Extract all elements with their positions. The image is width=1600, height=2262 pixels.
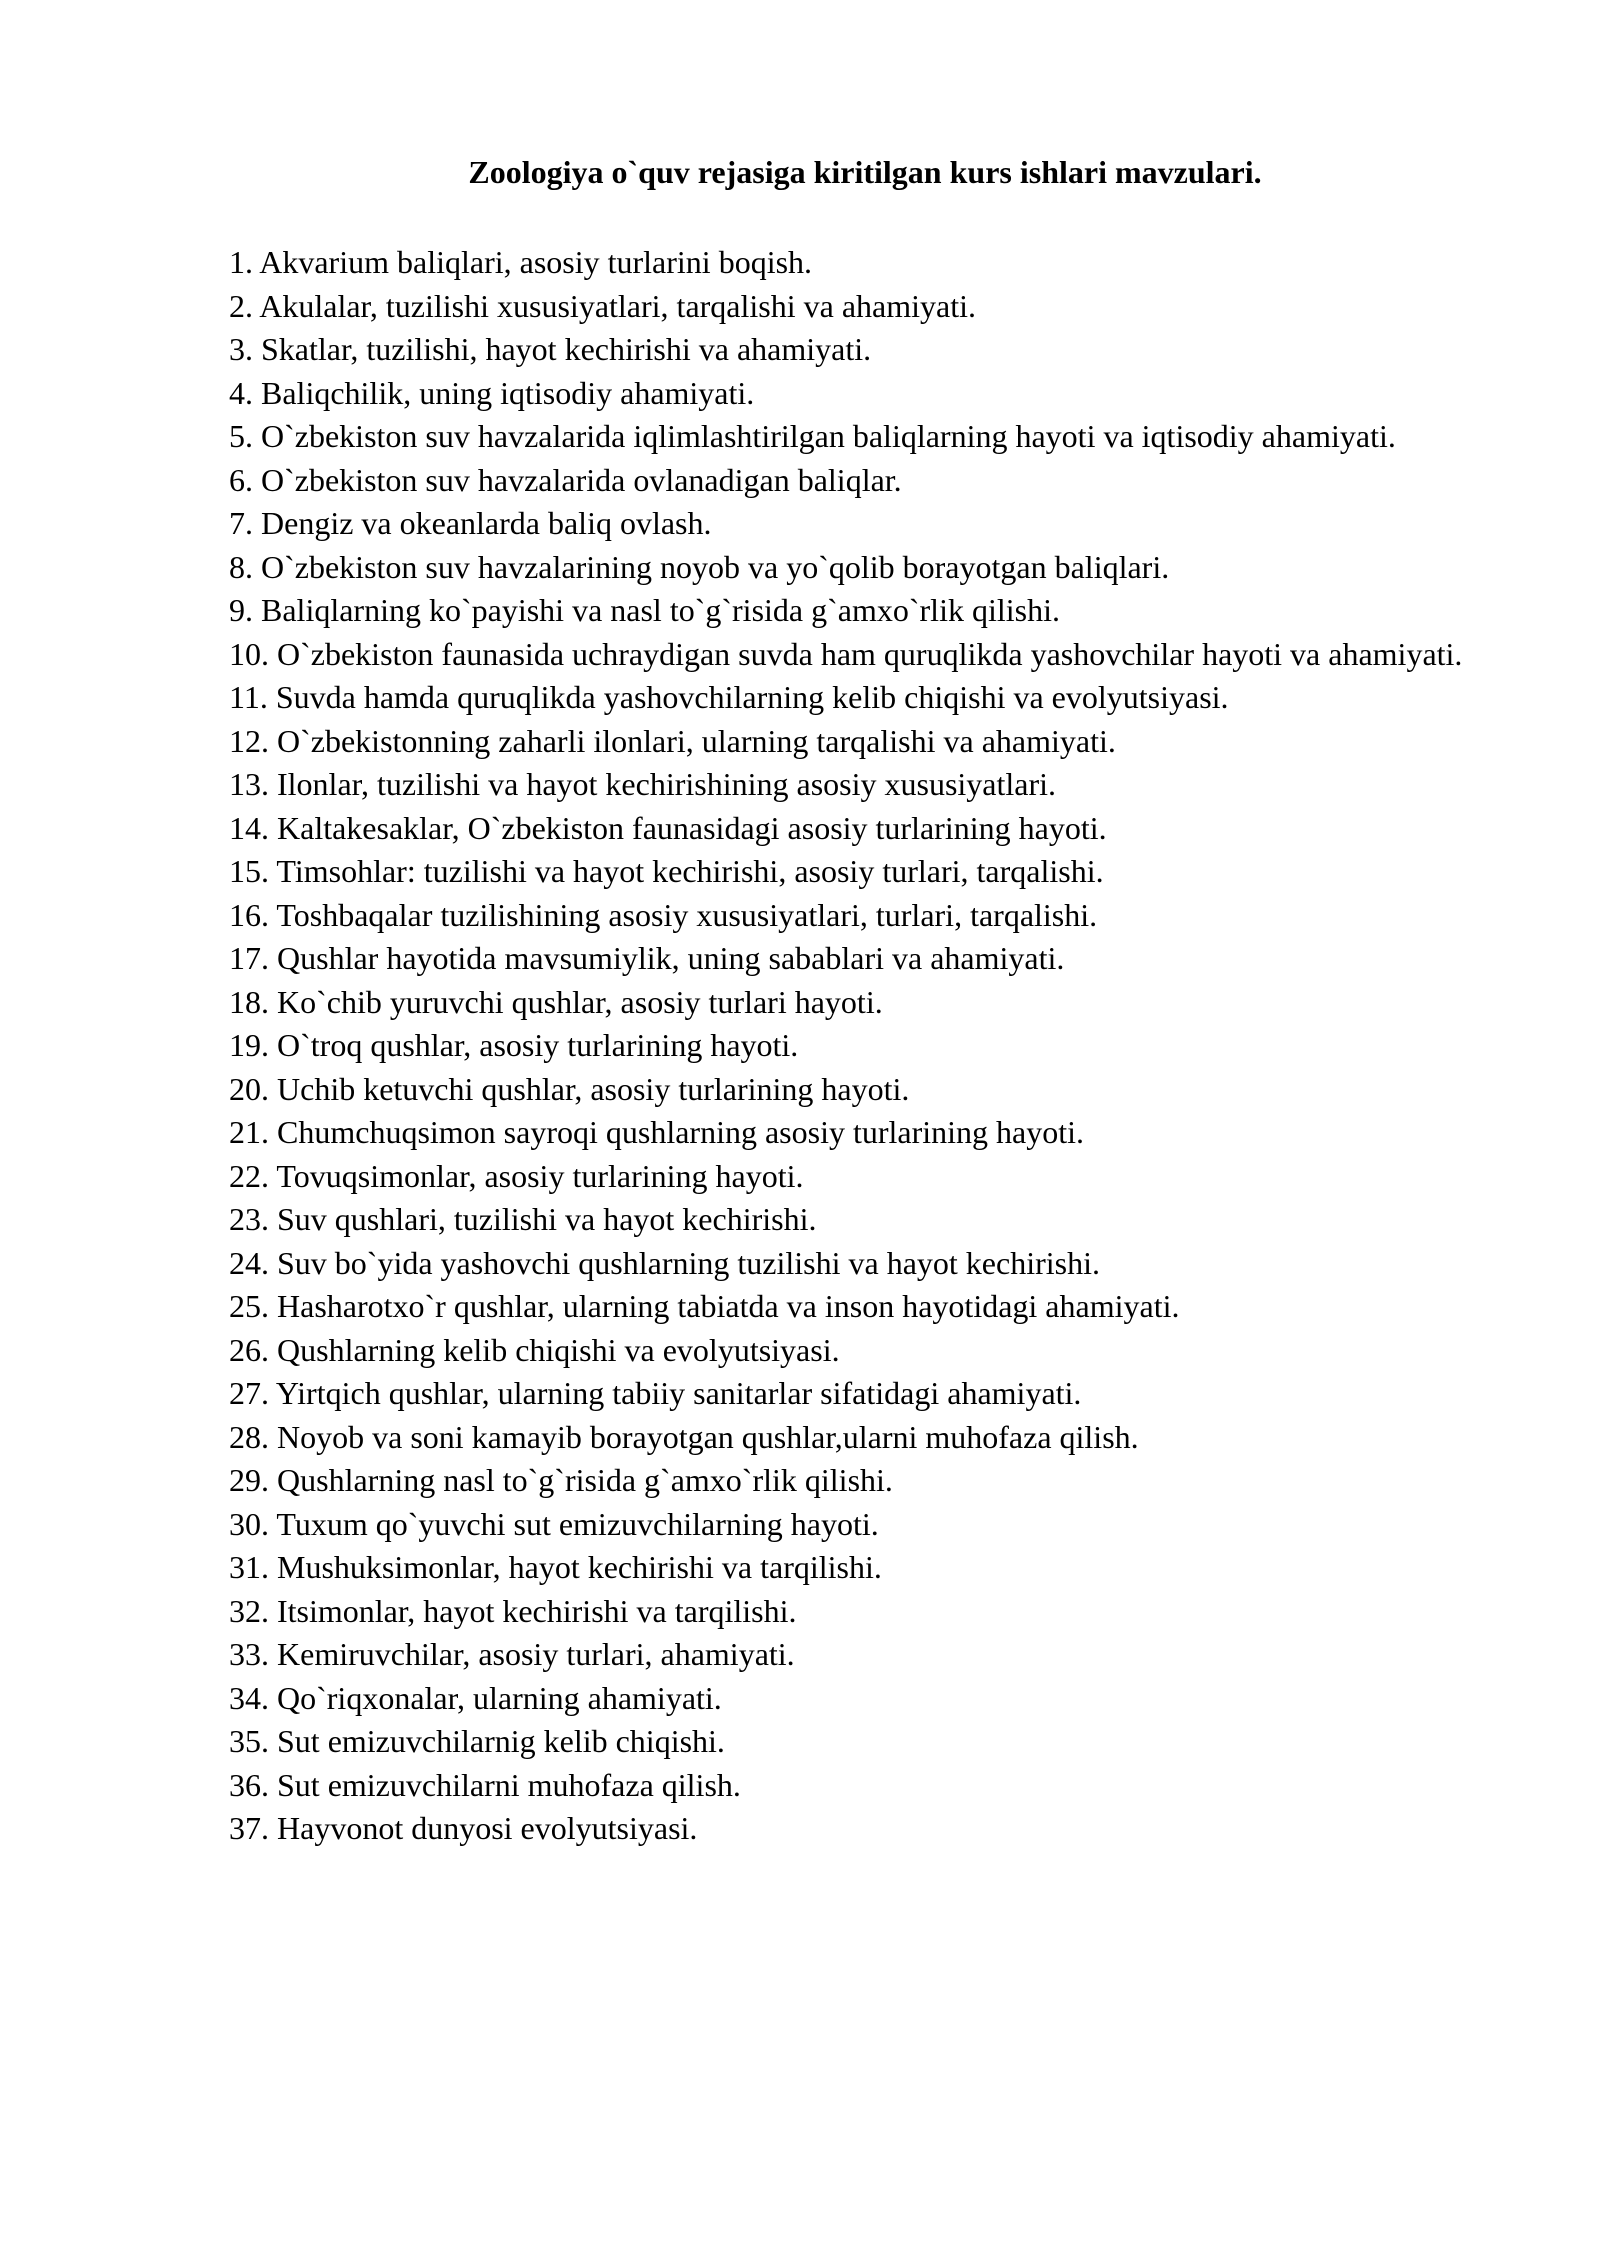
topic-item: 26. Qushlarning kelib chiqishi va evolyutsiyasi. [229,1331,840,1368]
topic-item: 4. Baliqchilik, uning iqtisodiy ahamiyati. [229,374,755,411]
document-title: Zoologiya o`quv rejasiga kiritilgan kurs ishlari mavzulari. [468,154,1262,190]
topic-item: 27. Yirtqich qushlar, ularning tabiiy sanitarlar sifatidagi ahamiyati. [229,1375,1082,1411]
topic-item: 25. Hasharotxo`r qushlar, ularning tabiatda va inson hayotidagi ahamiyati. [229,1288,1180,1324]
topic-item: 18. Ko`chib yuruvchi qushlar, asosiy turlari hayoti. [229,983,883,1020]
topic-item: 29. Qushlarning nasl to`g`risida g`amxo`rlik qilishi. [229,1462,893,1498]
topic-item: 15. Timsohlar: tuzilishi va hayot kechirishi, asosiy turlari, tarqalishi. [229,853,1104,889]
topic-item: 23. Suv qushlari, tuzilishi va hayot kechirishi. [229,1201,817,1237]
topic-item: 33. Kemiruvchilar, asosiy turlari, ahamiyati. [229,1636,795,1672]
topic-item: 7. Dengiz va okeanlarda baliq ovlash. [229,505,712,541]
topic-item: 1. Akvarium baliqlari, asosiy turlarini boqish. [229,244,813,280]
topic-item: 30. Tuxum qo`yuvchi sut emizuvchilarning hayoti. [229,1505,879,1542]
topic-item: 16. Toshbaqalar tuzilishining asosiy xususiyatlari, turlari, tarqalishi. [229,896,1098,933]
topic-item: 34. Qo`riqxonalar, ularning ahamiyati. [229,1679,722,1716]
topic-item: 32. Itsimonlar, hayot kechirishi va tarqilishi. [229,1592,797,1629]
topic-item: 14. Kaltakesaklar, O`zbekiston faunasidagi asosiy turlarining hayoti. [229,809,1107,846]
topic-item: 19. O`troq qushlar, asosiy turlarining hayoti. [229,1027,799,1063]
topic-item: 9. Baliqlarning ko`payishi va nasl to`g`risida g`amxo`rlik qilishi. [229,592,1060,628]
topic-item: 31. Mushuksimonlar, hayot kechirishi va tarqilishi. [229,1549,882,1585]
topic-item: 17. Qushlar hayotida mavsumiylik, uning sabablari va ahamiyati. [229,940,1065,976]
topic-item: 10. O`zbekiston faunasida uchraydigan suvda ham quruqlikda yashovchilar hayoti va ahamiyati. [229,635,1463,672]
topic-item: 5. O`zbekiston suv havzalarida iqlimlashtirilgan baliqlarning hayoti va iqtisodiy ahamiyati. [229,418,1396,454]
topic-item: 12. O`zbekistonning zaharli ilonlari, ularning tarqalishi va ahamiyati. [229,722,1116,759]
topic-item: 11. Suvda hamda quruqlikda yashovchilarning kelib chiqishi va evolyutsiyasi. [229,679,1229,715]
topic-item: 2. Akulalar, tuzilishi xususiyatlari, tarqalishi va ahamiyati. [229,287,976,324]
topic-item: 35. Sut emizuvchilarnig kelib chiqishi. [229,1723,725,1759]
topic-item: 22. Tovuqsimonlar, asosiy turlarining hayoti. [229,1157,804,1194]
topic-item: 36. Sut emizuvchilarni muhofaza qilish. [229,1766,741,1803]
topic-item: 6. O`zbekiston suv havzalarida ovlanadigan baliqlar. [229,461,902,498]
topic-item: 28. Noyob va soni kamayib borayotgan qushlar,ularni muhofaza qilish. [229,1418,1139,1455]
topic-item: 3. Skatlar, tuzilishi, hayot kechirishi va ahamiyati. [229,331,872,367]
topic-item: 8. O`zbekiston suv havzalarining noyob va yo`qolib borayotgan baliqlari. [229,548,1170,585]
topic-item: 24. Suv bo`yida yashovchi qushlarning tuzilishi va hayot kechirishi. [229,1244,1100,1281]
topic-list [229,241,1491,1851]
topic-item: 20. Uchib ketuvchi qushlar, asosiy turlarining hayoti. [229,1070,910,1107]
topic-item: 21. Chumchuqsimon sayroqi qushlarning asosiy turlarining hayoti. [229,1114,1085,1150]
topic-item: 13. Ilonlar, tuzilishi va hayot kechirishining asosiy xususiyatlari. [229,766,1057,802]
topic-item: 37. Hayvonot dunyosi evolyutsiyasi. [229,1810,698,1846]
